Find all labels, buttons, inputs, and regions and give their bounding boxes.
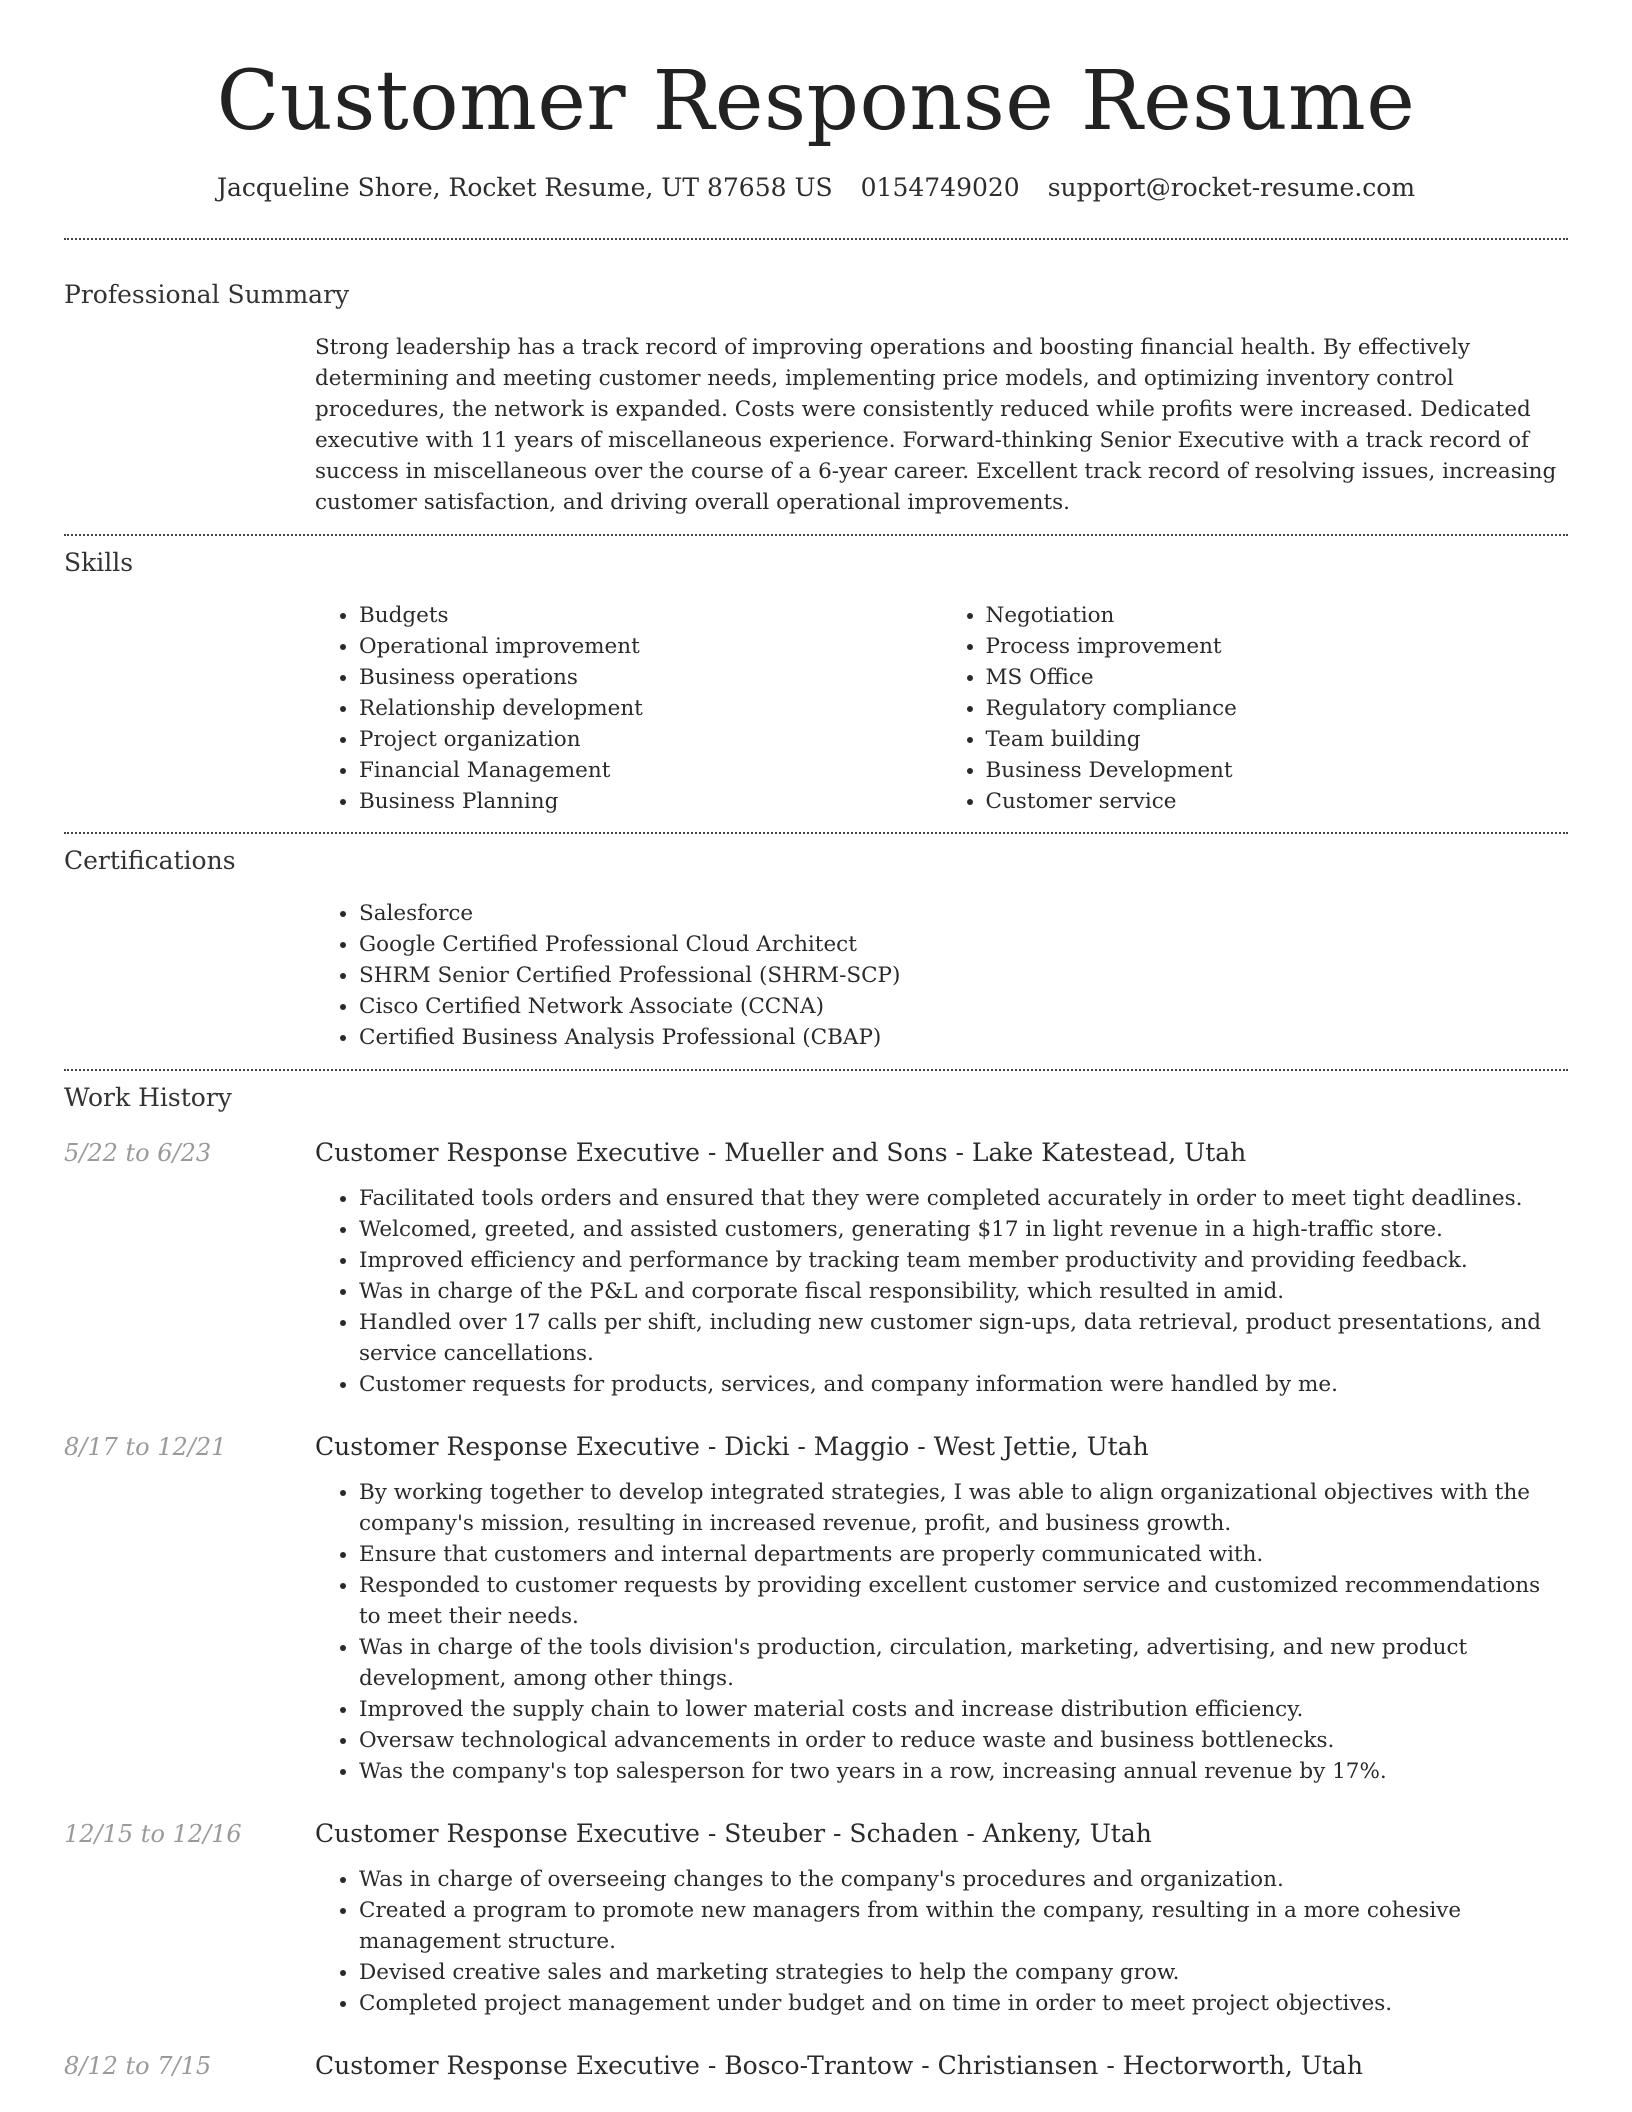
certifications-heading: Certifications bbox=[64, 846, 236, 875]
job-title: Customer Response Executive - Mueller and Sons - Lake Katestead, Utah bbox=[315, 1138, 1247, 1167]
job-bullet: • Responded to customer requests by providing excellent customer service and customized recommendations to meet their needs. bbox=[359, 1570, 1568, 1632]
skill-item: • Negotiation bbox=[986, 600, 1569, 631]
certification-item: • Certified Business Analysis Professional (CBAP) bbox=[359, 1022, 1568, 1053]
job-title: Customer Response Executive - Dicki - Maggio - West Jettie, Utah bbox=[315, 1432, 1149, 1461]
summary-text: Strong leadership has a track record of improving operations and boosting financial health. By effectively determining and meeting customer needs, implementing price models, and optimizing inventory control procedures, the network is expanded. Costs were consistently reduced while profits were increased. Dedicated executive with 11 years of miscellaneous experience. Forward-thinking Senior Executive with a track record of success in miscellaneous over the course of a 6-year career. Excellent track record of resolving issues, increasing customer satisfaction, and driving overall operational improvements. bbox=[315, 335, 1557, 515]
job-entry bbox=[64, 1430, 1568, 1787]
certifications-section bbox=[64, 834, 1568, 1069]
contact-address: Jacqueline Shore, Rocket Resume, UT 87658 US bbox=[216, 173, 833, 202]
job-bullet: • Facilitated tools orders and ensured that they were completed accurately in order to meet tight deadlines. bbox=[359, 1183, 1568, 1214]
job-bullet: • Was in charge of the tools division's production, circulation, marketing, advertising, and new product development, among other things. bbox=[359, 1632, 1568, 1694]
certifications-list bbox=[315, 898, 1568, 1053]
job-bullet: • Ensure that customers and internal departments are properly communicated with. bbox=[359, 1539, 1568, 1570]
certification-item: • SHRM Senior Certified Professional (SHRM-SCP) bbox=[359, 960, 1568, 991]
job-entry bbox=[64, 2049, 1568, 2083]
skill-item: • Customer service bbox=[986, 786, 1569, 817]
skill-item: • Relationship development bbox=[359, 693, 942, 724]
contact-line bbox=[64, 172, 1568, 204]
certification-item: • Salesforce bbox=[359, 898, 1568, 929]
job-bullet: • Handled over 17 calls per shift, including new customer sign-ups, data retrieval, product presentations, and service cancellations. bbox=[359, 1307, 1568, 1369]
skill-item: • Financial Management bbox=[359, 755, 942, 786]
skill-item: • Business Planning bbox=[359, 786, 942, 817]
job-bullet: • Was in charge of the P&L and corporate fiscal responsibility, which resulted in amid. bbox=[359, 1276, 1568, 1307]
skill-item: • Operational improvement bbox=[359, 631, 942, 662]
resume-page bbox=[64, 0, 1568, 2083]
job-bullet: • Improved efficiency and performance by tracking team member productivity and providing feedback. bbox=[359, 1245, 1568, 1276]
skill-item: • MS Office bbox=[986, 662, 1569, 693]
certification-item: • Cisco Certified Network Associate (CCNA) bbox=[359, 991, 1568, 1022]
job-title: Customer Response Executive - Steuber - Schaden - Ankeny, Utah bbox=[315, 1819, 1152, 1848]
job-dates: 5/22 to 6/23 bbox=[64, 1139, 212, 1167]
skills-heading: Skills bbox=[64, 548, 134, 577]
job-dates: 8/12 to 7/15 bbox=[64, 2052, 212, 2080]
skill-item: • Process improvement bbox=[986, 631, 1569, 662]
work-history-section bbox=[64, 1071, 1568, 2083]
job-bullet: • Oversaw technological advancements in order to reduce waste and business bottlenecks. bbox=[359, 1725, 1568, 1756]
contact-email: support@rocket-resume.com bbox=[1047, 173, 1416, 202]
summary-heading: Professional Summary bbox=[64, 280, 350, 309]
job-bullet: • Improved the supply chain to lower material costs and increase distribution efficiency. bbox=[359, 1694, 1568, 1725]
job-bullets bbox=[315, 1864, 1568, 2019]
job-bullet: • Created a program to promote new managers from within the company, resulting in a more cohesive management structure. bbox=[359, 1895, 1568, 1957]
job-entry bbox=[64, 1136, 1568, 1400]
job-bullet: • Devised creative sales and marketing strategies to help the company grow. bbox=[359, 1957, 1568, 1988]
job-bullet: • By working together to develop integrated strategies, I was able to align organizational objectives with the company's mission, resulting in increased revenue, profit, and business growth. bbox=[359, 1477, 1568, 1539]
contact-phone: 0154749020 bbox=[860, 173, 1020, 202]
job-bullet: • Customer requests for products, services, and company information were handled by me. bbox=[359, 1369, 1568, 1400]
job-bullet: • Was in charge of overseeing changes to the company's procedures and organization. bbox=[359, 1864, 1568, 1895]
skill-item: • Regulatory compliance bbox=[986, 693, 1569, 724]
job-bullet: • Completed project management under budget and on time in order to meet project objectives. bbox=[359, 1988, 1568, 2019]
job-entry bbox=[64, 1817, 1568, 2019]
skill-item: • Business operations bbox=[359, 662, 942, 693]
job-dates: 12/15 to 12/16 bbox=[64, 1820, 242, 1848]
skills-section bbox=[64, 536, 1568, 832]
summary-section bbox=[64, 240, 1568, 534]
skill-item: • Budgets bbox=[359, 600, 942, 631]
job-title: Customer Response Executive - Bosco-Trantow - Christiansen - Hectorworth, Utah bbox=[315, 2051, 1363, 2080]
skill-item: • Project organization bbox=[359, 724, 942, 755]
certification-item: • Google Certified Professional Cloud Architect bbox=[359, 929, 1568, 960]
job-bullets bbox=[315, 1183, 1568, 1400]
job-bullet: • Was the company's top salesperson for two years in a row, increasing annual revenue by 17%. bbox=[359, 1756, 1568, 1787]
job-bullets bbox=[315, 1477, 1568, 1787]
skill-item: • Team building bbox=[986, 724, 1569, 755]
work-history-heading: Work History bbox=[64, 1083, 232, 1112]
resume-title: Customer Response Resume bbox=[216, 54, 1416, 149]
job-bullet: • Welcomed, greeted, and assisted customers, generating $17 in light revenue in a high-traffic store. bbox=[359, 1214, 1568, 1245]
job-dates: 8/17 to 12/21 bbox=[64, 1433, 227, 1461]
skills-list-left bbox=[315, 600, 942, 817]
skill-item: • Business Development bbox=[986, 755, 1569, 786]
skills-list-right bbox=[942, 600, 1569, 817]
